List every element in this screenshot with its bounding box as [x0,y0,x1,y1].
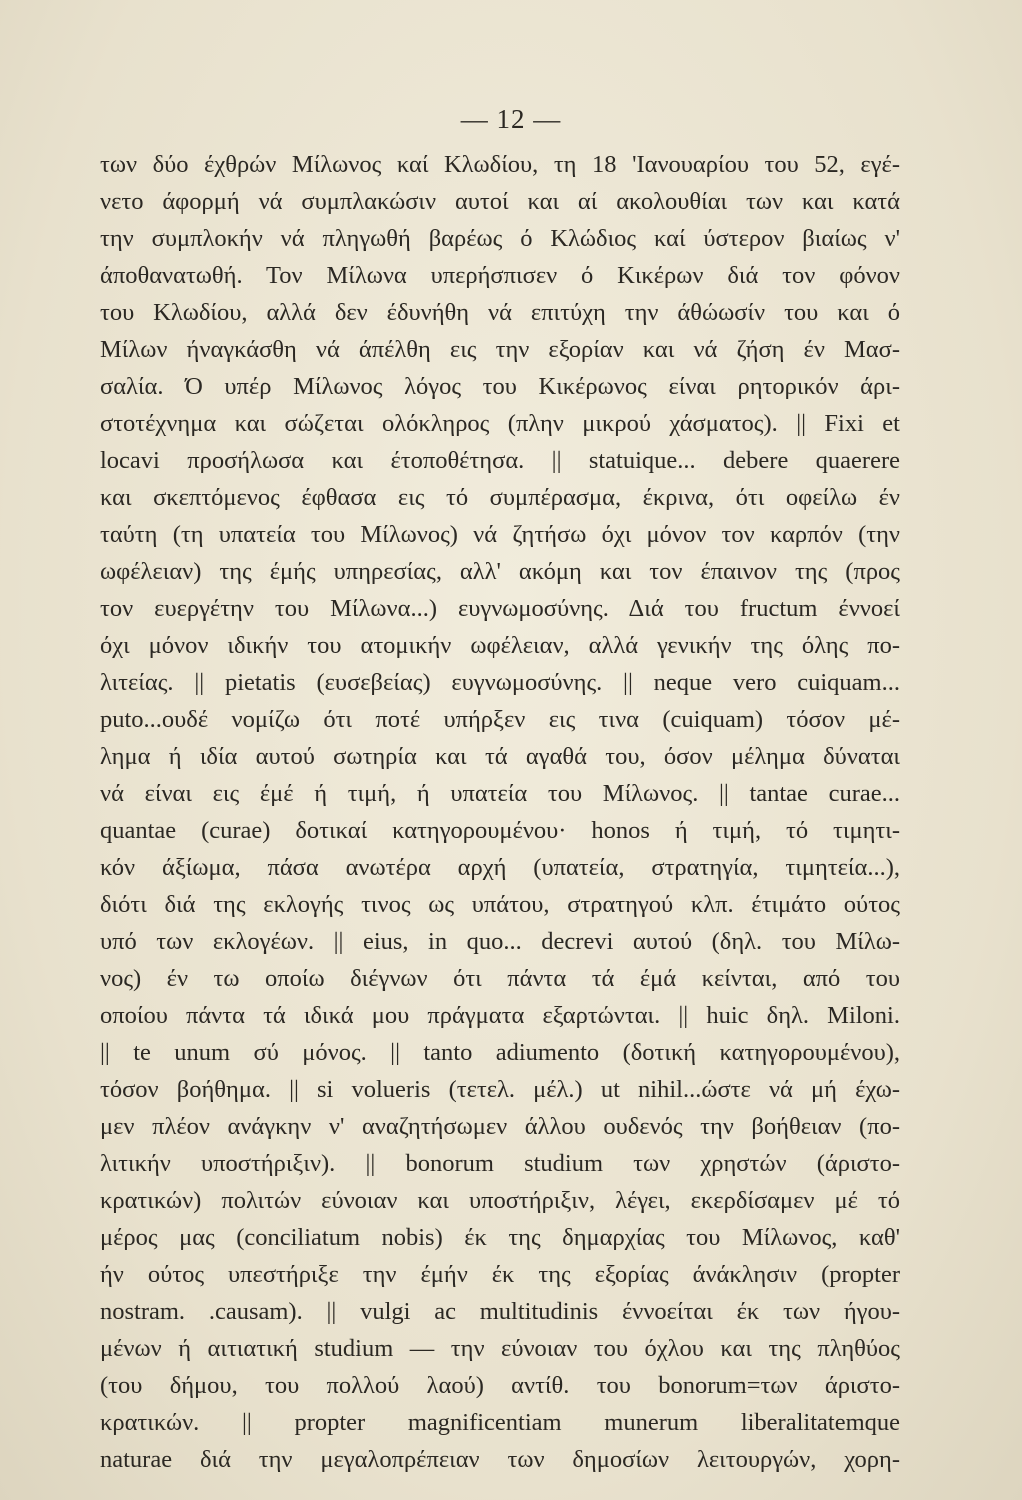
text-line: locavi προσήλωσα και έτοποθέτησα. || statuique... debere quaerere [100,447,900,474]
text-line: διότι διά της εκλογής τινος ως υπάτου, στρατηγού κλπ. έτιμάτο ούτος [100,891,900,918]
text-line: μεν πλέον ανάγκην ν' αναζητήσωμεν άλλου ουδενός την βοήθειαν (πο- [100,1113,900,1140]
text-line: || te unum σύ μόνος. || tanto adiumento (δοτική κατηγορουμένου), [100,1039,900,1066]
text-line: λιτικήν υποστήριξιν). || bonorum studium των χρηστών (άριστο- [100,1150,900,1177]
text-line: μέρος μας (conciliatum nobis) έκ της δημαρχίας του Μίλωνος, καθ' [100,1224,900,1251]
text-line: υπό των εκλογέων. || eius, in quo... decrevi αυτού (δηλ. του Μίλω- [100,928,900,955]
text-line: σαλία. Ό υπέρ Μίλωνος λόγος του Κικέρωνος είναι ρητορικόν άρι- [100,373,900,400]
text-line: Μίλων ήναγκάσθη νά άπέλθη εις την εξορίαν και νά ζήση έν Μασ- [100,336,900,363]
text-line: ωφέλειαν) της έμής υπηρεσίας, αλλ' ακόμη και τον έπαινον της (προς [100,558,900,585]
text-line: τόσον βοήθημα. || si volueris (τετελ. μέλ.) ut nihil...ώστε νά μή έχω- [100,1076,900,1103]
text-line: νετο άφορμή νά συμπλακώσιν αυτοί και αί ακολουθίαι των και κατά [100,188,900,215]
text-line: ταύτη (τη υπατεία του Μίλωνος) νά ζητήσω όχι μόνον τον καρπόν (την [100,521,900,548]
text-line: όχι μόνον ιδικήν του ατομικήν ωφέλειαν, αλλά γενικήν της όλης πο- [100,632,900,659]
page-number: — 12 — [460,104,562,134]
text-line: άποθανατωθή. Τον Μίλωνα υπερήσπισεν ό Κικέρων διά τον φόνον [100,262,900,289]
text-line: κρατικών. || propter magnificentiam munerum liberalitatemque [100,1409,900,1436]
text-line: (του δήμου, του πολλού λαού) αντίθ. του bonorum=των άριστο- [100,1372,900,1399]
text-line: puto...ουδέ νομίζω ότι ποτέ υπήρξεν εις τινα (cuiquam) τόσον μέ- [100,706,900,733]
text-line: του Κλωδίου, αλλά δεν έδυνήθη νά επιτύχη την άθώωσίν του και ό [100,299,900,326]
text-line: την συμπλοκήν νά πληγωθή βαρέως ό Κλώδιος καί ύστερον βιαίως ν' [100,225,900,252]
text-line: κρατικών) πολιτών εύνοιαν και υποστήριξιν, λέγει, εκερδίσαμεν μέ τό [100,1187,900,1214]
text-line: οποίου πάντα τά ιδικά μου πράγματα εξαρτώνται. || huic δηλ. Miloni. [100,1002,900,1029]
text-body [100,146,900,1478]
text-line: nostram. .causam). || vulgi ac multitudinis έννοείται έκ των ήγου- [100,1298,900,1325]
text-line: κόν άξίωμα, πάσα ανωτέρα αρχή (υπατεία, στρατηγία, τιμητεία...), [100,854,900,881]
text-line: στοτέχνημα και σώζεται ολόκληρος (πλην μικρού χάσματος). || Fixi et [100,410,900,437]
text-line: naturae διά την μεγαλοπρέπειαν των δημοσίων λειτουργών, χορη- [100,1446,900,1473]
text-line: λιτείας. || pietatis (ευσεβείας) ευγνωμοσύνης. || neque vero cuiquam... [100,669,900,696]
text-line: και σκεπτόμενος έφθασα εις τό συμπέρασμα, έκρινα, ότι οφείλω έν [100,484,900,511]
text-line: τον ευεργέτην του Μίλωνα...) ευγνωμοσύνης. Διά του fructum έννοεί [100,595,900,622]
text-line: μένων ή αιτιατική studium — την εύνοιαν του όχλου και της πληθύος [100,1335,900,1362]
text-line: των δύο έχθρών Μίλωνος καί Κλωδίου, τη 18 'Ιανουαρίου του 52, εγέ- [100,151,900,178]
text-line: λημα ή ιδία αυτού σωτηρία και τά αγαθά του, όσον μέλημα δύναται [100,743,900,770]
text-line: quantae (curae) δοτικαί κατηγορουμένου· honos ή τιμή, τό τιμητι- [100,817,900,844]
text-line: νά είναι εις έμέ ή τιμή, ή υπατεία του Μίλωνος. || tantae curae... [100,780,900,807]
text-line: νος) έν τω οποίω διέγνων ότι πάντα τά έμά κείνται, από του [100,965,900,992]
text-line: ήν ούτος υπεστήριξε την έμήν έκ της εξορίας άνάκλησιν (propter [100,1261,900,1288]
